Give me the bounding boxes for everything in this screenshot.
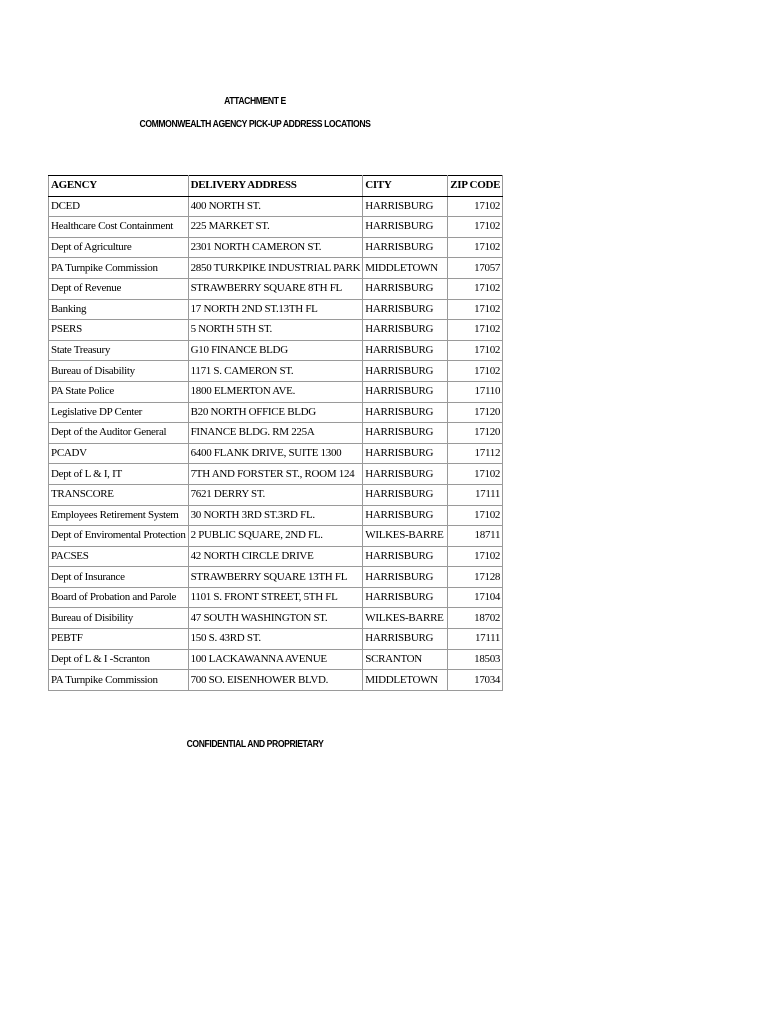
agency-cell: Dept of the Auditor General <box>49 423 189 444</box>
agency-cell: Legislative DP Center <box>49 402 189 423</box>
city-cell: HARRISBURG <box>363 423 448 444</box>
confidential-footer: CONFIDENTIAL AND PROPRIETARY <box>186 738 324 750</box>
zip-code-cell: 17102 <box>448 196 503 217</box>
table-row <box>49 217 503 238</box>
city-cell: HARRISBURG <box>363 217 448 238</box>
zip-code-cell: 18503 <box>448 649 503 670</box>
table-row <box>49 361 503 382</box>
zip-code-cell: 17102 <box>448 464 503 485</box>
zip-code-cell: 17102 <box>448 546 503 567</box>
zip-code-cell: 17102 <box>448 361 503 382</box>
zip-code-cell: 17057 <box>448 258 503 279</box>
zip-code-cell: 17102 <box>448 299 503 320</box>
zip-code-cell: 17111 <box>448 629 503 650</box>
agency-cell: Bureau of Disability <box>49 361 189 382</box>
city-cell: HARRISBURG <box>363 587 448 608</box>
zip-code-cell: 17104 <box>448 587 503 608</box>
document-title: ATTACHMENT E <box>224 95 286 107</box>
agency-cell: Dept of Insurance <box>49 567 189 588</box>
column-header-zip-code: ZIP CODE <box>448 176 503 197</box>
table-row <box>49 526 503 547</box>
zip-code-cell: 17120 <box>448 402 503 423</box>
zip-code-cell: 18702 <box>448 608 503 629</box>
delivery-address-cell: FINANCE BLDG. RM 225A <box>188 423 363 444</box>
table-body <box>49 196 503 690</box>
delivery-address-cell: 2301 NORTH CAMERON ST. <box>188 237 363 258</box>
delivery-address-cell: 6400 FLANK DRIVE, SUITE 1300 <box>188 443 363 464</box>
agency-cell: PACSES <box>49 546 189 567</box>
agency-cell: Dept of Enviromental Protection <box>49 526 189 547</box>
delivery-address-cell: 5 NORTH 5TH ST. <box>188 320 363 341</box>
table-row <box>49 629 503 650</box>
agency-cell: Dept of Revenue <box>49 278 189 299</box>
table-row <box>49 423 503 444</box>
city-cell: HARRISBURG <box>363 464 448 485</box>
agency-cell: Dept of L & I -Scranton <box>49 649 189 670</box>
table-row <box>49 567 503 588</box>
delivery-address-cell: 30 NORTH 3RD ST.3RD FL. <box>188 505 363 526</box>
delivery-address-cell: 400 NORTH ST. <box>188 196 363 217</box>
delivery-address-cell: 1171 S. CAMERON ST. <box>188 361 363 382</box>
city-cell: HARRISBURG <box>363 402 448 423</box>
table-row <box>49 670 503 691</box>
delivery-address-cell: 1101 S. FRONT STREET, 5TH FL <box>188 587 363 608</box>
zip-code-cell: 17120 <box>448 423 503 444</box>
city-cell: HARRISBURG <box>363 381 448 402</box>
column-header-agency: AGENCY <box>49 176 189 197</box>
agency-cell: Banking <box>49 299 189 320</box>
city-cell: HARRISBURG <box>363 237 448 258</box>
zip-code-cell: 17102 <box>448 237 503 258</box>
table-row <box>49 443 503 464</box>
city-cell: HARRISBURG <box>363 361 448 382</box>
table-row <box>49 587 503 608</box>
table-row <box>49 546 503 567</box>
zip-code-cell: 17112 <box>448 443 503 464</box>
delivery-address-cell: 7TH AND FORSTER ST., ROOM 124 <box>188 464 363 485</box>
city-cell: MIDDLETOWN <box>363 258 448 279</box>
table-row <box>49 320 503 341</box>
column-header-city: CITY <box>363 176 448 197</box>
delivery-address-cell: 700 SO. EISENHOWER BLVD. <box>188 670 363 691</box>
city-cell: HARRISBURG <box>363 320 448 341</box>
agency-cell: Board of Probation and Parole <box>49 587 189 608</box>
table-row <box>49 381 503 402</box>
city-cell: WILKES-BARRE <box>363 608 448 629</box>
zip-code-cell: 17102 <box>448 278 503 299</box>
zip-code-cell: 17128 <box>448 567 503 588</box>
delivery-address-cell: 1800 ELMERTON AVE. <box>188 381 363 402</box>
agency-cell: DCED <box>49 196 189 217</box>
table-row <box>49 484 503 505</box>
agency-cell: PA Turnpike Commission <box>49 258 189 279</box>
city-cell: HARRISBURG <box>363 340 448 361</box>
agency-address-table <box>48 175 503 691</box>
delivery-address-cell: B20 NORTH OFFICE BLDG <box>188 402 363 423</box>
agency-cell: PA Turnpike Commission <box>49 670 189 691</box>
delivery-address-cell: STRAWBERRY SQUARE 13TH FL <box>188 567 363 588</box>
city-cell: MIDDLETOWN <box>363 670 448 691</box>
city-cell: HARRISBURG <box>363 484 448 505</box>
city-cell: WILKES-BARRE <box>363 526 448 547</box>
zip-code-cell: 17102 <box>448 340 503 361</box>
city-cell: HARRISBURG <box>363 505 448 526</box>
zip-code-cell: 17102 <box>448 320 503 341</box>
agency-cell: Healthcare Cost Containment <box>49 217 189 238</box>
zip-code-cell: 17111 <box>448 484 503 505</box>
table-row <box>49 340 503 361</box>
table-row <box>49 608 503 629</box>
agency-cell: Dept of Agriculture <box>49 237 189 258</box>
agency-cell: State Treasury <box>49 340 189 361</box>
delivery-address-cell: STRAWBERRY SQUARE 8TH FL <box>188 278 363 299</box>
table-row <box>49 196 503 217</box>
zip-code-cell: 17102 <box>448 217 503 238</box>
delivery-address-cell: 225 MARKET ST. <box>188 217 363 238</box>
delivery-address-cell: 17 NORTH 2ND ST.13TH FL <box>188 299 363 320</box>
agency-cell: PA State Police <box>49 381 189 402</box>
agency-cell: PCADV <box>49 443 189 464</box>
zip-code-cell: 18711 <box>448 526 503 547</box>
city-cell: HARRISBURG <box>363 567 448 588</box>
table-row <box>49 299 503 320</box>
document-subtitle: COMMONWEALTH AGENCY PICK-UP ADDRESS LOCATIONS <box>139 118 371 130</box>
agency-cell: Dept of L & I, IT <box>49 464 189 485</box>
zip-code-cell: 17110 <box>448 381 503 402</box>
table-row <box>49 402 503 423</box>
table-row <box>49 464 503 485</box>
agency-cell: PEBTF <box>49 629 189 650</box>
agency-cell: PSERS <box>49 320 189 341</box>
agency-cell: TRANSCORE <box>49 484 189 505</box>
table-row <box>49 505 503 526</box>
delivery-address-cell: 42 NORTH CIRCLE DRIVE <box>188 546 363 567</box>
table-row <box>49 237 503 258</box>
delivery-address-cell: 47 SOUTH WASHINGTON ST. <box>188 608 363 629</box>
city-cell: HARRISBURG <box>363 299 448 320</box>
table-header-row <box>49 176 503 197</box>
delivery-address-cell: G10 FINANCE BLDG <box>188 340 363 361</box>
column-header-delivery-address: DELIVERY ADDRESS <box>188 176 363 197</box>
table-row <box>49 258 503 279</box>
table-row <box>49 649 503 670</box>
agency-cell: Employees Retirement System <box>49 505 189 526</box>
city-cell: HARRISBURG <box>363 278 448 299</box>
agency-cell: Bureau of Disibility <box>49 608 189 629</box>
delivery-address-cell: 7621 DERRY ST. <box>188 484 363 505</box>
city-cell: SCRANTON <box>363 649 448 670</box>
city-cell: HARRISBURG <box>363 196 448 217</box>
table-row <box>49 278 503 299</box>
city-cell: HARRISBURG <box>363 443 448 464</box>
delivery-address-cell: 150 S. 43RD ST. <box>188 629 363 650</box>
delivery-address-cell: 2 PUBLIC SQUARE, 2ND FL. <box>188 526 363 547</box>
city-cell: HARRISBURG <box>363 546 448 567</box>
delivery-address-cell: 100 LACKAWANNA AVENUE <box>188 649 363 670</box>
city-cell: HARRISBURG <box>363 629 448 650</box>
zip-code-cell: 17102 <box>448 505 503 526</box>
zip-code-cell: 17034 <box>448 670 503 691</box>
delivery-address-cell: 2850 TURKPIKE INDUSTRIAL PARK <box>188 258 363 279</box>
